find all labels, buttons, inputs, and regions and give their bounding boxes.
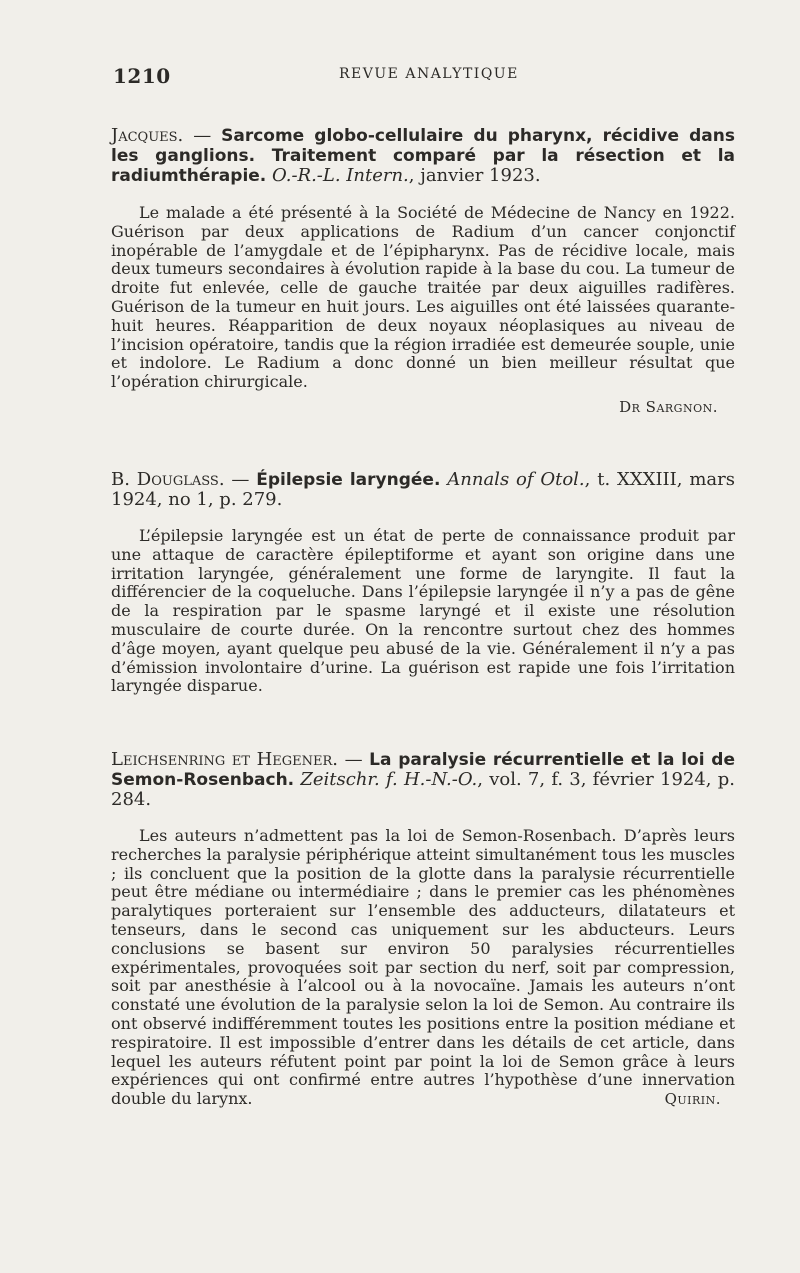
- article-title: Épilepsie laryngée.: [256, 470, 441, 490]
- journal-name: O.-R.-L. Intern.: [272, 165, 409, 186]
- article-heading: [111, 750, 735, 809]
- running-title: REVUE ANALYTIQUE: [339, 66, 519, 82]
- article-body: Les auteurs n’admettent pas la loi de Semon-Rosenbach. D’après leurs recherches la paralysie périphérique atteint simultanément tous les muscles ; ils concluent que la position de la glotte dans la paralysie récurrentielle peut être médiane ou intermédiaire ; dans le premier cas les phénomènes paralytiques porteraient sur l’ensemble des adducteurs, dilatateurs et tenseurs, dans le second cas uniquement sur les abducteurs. Leurs conclusions se basent sur environ 50 paralysies récurrentielles expérimentales, provoquées soit par section du nerf, soit par compression, soit par anesthésie à l’alcool ou à la novocaïne. Jamais les auteurs n’ont constaté une évolution de la paralysie selon la loi de Semon. Au contraire ils ont observé indifféremment toutes les positions entre la position médiane et respiratoire. Il est impossible d’entrer dans les détails de cet article, dans lequel les auteurs réfutent point par point la loi de Semon grâce à leurs expériences qui ont confirmé entre autres l’hypothèse d’une innervation double du larynx.: [111, 826, 735, 1109]
- article-author: Leichsenring et Hegener.: [111, 749, 339, 770]
- heading-separator: —: [338, 749, 370, 770]
- article-author: Jacques.: [111, 125, 184, 146]
- article-jacques: [111, 126, 735, 416]
- article-author: B. Douglass.: [111, 469, 225, 490]
- publication-date: , janvier 1923.: [408, 165, 541, 186]
- article-heading: [111, 126, 735, 186]
- article-signature: Quirin.: [664, 1089, 721, 1108]
- page-number: 1210: [113, 64, 171, 88]
- article-title: Sarcome globo-cellulaire du pharynx, récidive dans les ganglions. Traitement comparé par la résection et la radiumthérapie.: [111, 126, 735, 186]
- article-title: La paralysie récurrentielle et la loi de Semon-Rosenbach.: [111, 750, 736, 790]
- publication-date: , t. XXXIII, mars 1924, no 1, p. 279.: [111, 469, 735, 510]
- publication-date: , vol. 7, f. 3, février 1924, p. 284.: [111, 769, 735, 810]
- journal-name: Annals of Otol.: [447, 469, 585, 490]
- article-signature: Dr Sargnon.: [619, 397, 718, 416]
- article-body: Le malade a été présenté à la Société de Médecine de Nancy en 1922. Guérison par deux applications de Radium d’un cancer conjonctif inopérable de l’amygdale et de l’épipharynx. Pas de récidive locale, mais deux tumeurs secondaires à évolution rapide à la base du cou. La tumeur de droite fut enlevée, celle de gauche traitée par deux aiguilles radifères. Guérison de la tumeur en huit jours. Les aiguilles ont été laissées quarante-huit heures. Réapparition de deux noyaux néoplasiques au niveau de l’incision opératoire, tandis que la région irradiée est demeurée souple, unie et indolore. Le Radium a donc donné un bien meilleur résultat que l’opération chirurgicale.: [111, 203, 735, 392]
- journal-name: Zeitschr. f. H.-N.-O.: [300, 769, 478, 790]
- article-heading: [111, 470, 735, 509]
- heading-separator: —: [183, 125, 222, 146]
- article-douglass: [111, 470, 735, 696]
- article-body: L’épilepsie laryngée est un état de perte de connaissance produit par une attaque de caractère épileptiforme et ayant son origine dans une irritation laryngée, généralement une forme de laryngite. Il faut la différencier de la coqueluche. Dans l’épilepsie laryngée il n’y a pas de gêne de la respiration par le spasme laryngé et il existe une résolution musculaire de courte durée. On la rencontre surtout chez des hommes d’âge moyen, ayant quelque peu abusé de la vie. Généralement il n’y a pas d’émission involontaire d’urine. La guérison est rapide une fois l’irritation laryngée disparue.: [111, 526, 735, 696]
- heading-separator: —: [224, 469, 257, 490]
- article-leichsenring: [111, 750, 735, 1108]
